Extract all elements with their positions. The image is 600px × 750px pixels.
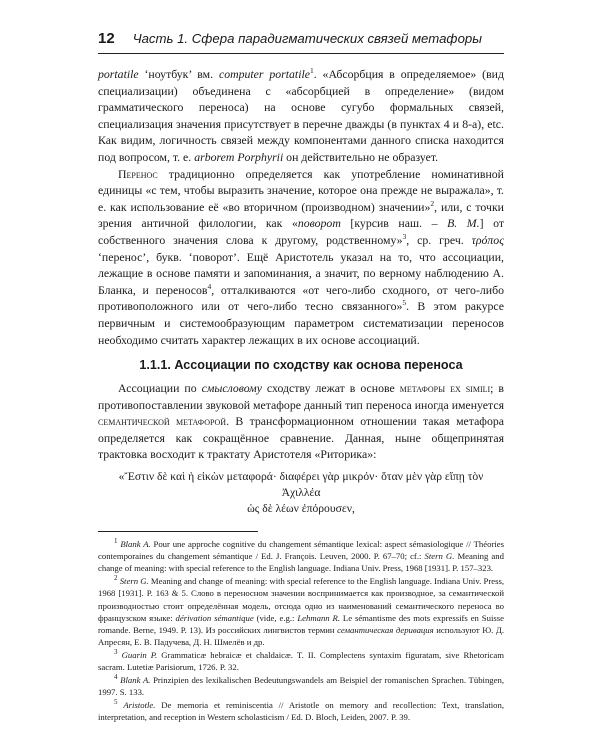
footnote-author: Blank A. (120, 539, 151, 550)
page-number: 12 (98, 30, 115, 47)
footnote-3 (98, 649, 504, 673)
term-computer-portatile: computer portatile (218, 67, 310, 81)
footnote-term: семантическая деривация (337, 624, 434, 635)
footnote-text: Pour une approche cognitive du changement sémantique lexical: aspect sémasiologique // Théories contemporaines du changement sémantique / Ed. J. François. Leuven, 2000. P. 67–70; cf.: (98, 539, 505, 562)
footnote-1 (98, 538, 504, 574)
term-smyslovomu: смысловому (201, 381, 262, 396)
running-title: Часть 1. Сфера парадигматических связей метафоры (132, 31, 482, 46)
text-span: , ср. греч. (406, 232, 472, 247)
footnote-text: Grammaticæ hebraicæ et chaldaicæ. T. II. Complectens syntaxim figuratam, sive Rhetoricam sacram. Lutetiæ Parisiorum, 1726. P. 32. (98, 649, 504, 672)
text-span: ; в противопоставлении звуковой метафоре данный тип переноса иногда именуется (98, 381, 504, 412)
footnote-number: 4 (114, 673, 118, 682)
footnote-ref-5[interactable]: 5 (402, 298, 407, 308)
footnote-number: 3 (114, 648, 118, 657)
text-span: сходству лежат в основе (261, 381, 400, 396)
term-povorot: поворот (297, 216, 341, 231)
footnote-ref-1[interactable]: 1 (310, 66, 314, 76)
footnote-2 (98, 575, 504, 648)
footnote-ref-4[interactable]: 4 (207, 281, 212, 291)
text-span: [курсив наш. – (340, 216, 448, 231)
text-span: ‘перенос’, букв. ‘поворот’. Ещё Аристотель указал на то, что ассоциации, лежащие в основе памяти и запоминания, а значит, по верному наблюдению А. Бланка, и переносов (98, 249, 504, 297)
footnote-text: De memoria et reminiscentia // Aristotle on memory and recollection: Text, translation, interpretation, and reception in Western scholasticism / Ed. D. Bloch, Leiden, 2007. P. 39. (98, 700, 505, 723)
footnote-text: Le sémantisme des mots expressifs en Suisse romande. Berne, 1949. P. 13). Из российских лингвистов термин (98, 612, 504, 635)
author-initials: В. М. (447, 216, 480, 231)
footnote-author: Blank A. (120, 675, 151, 686)
text-span: ‘ноутбук’ вм. (138, 67, 219, 81)
footnote-text: (vide, e.g.: (253, 612, 298, 623)
footnote-text: Meaning and change of meaning: with special reference to the English language. Indiana Univ. Press, 1968 [1931]. P. 163 & 5. Слово в переносном значении воспринимается как производное, за семантической производностью стоит определённая модель, отсюда одно из наименований семантического переноса во французском языке: (98, 576, 505, 623)
main-text (98, 66, 504, 517)
footnote-4 (98, 674, 504, 698)
text-span: , отталкиваются «от чего-либо сходного, от чего-либо противоположного или от чего-либо тесно связанного» (98, 282, 504, 314)
text-span: Ассоциации по (118, 381, 202, 396)
footnote-author: Lehmann R. (297, 612, 341, 623)
footnote-author: Aristotle. (123, 700, 156, 711)
paragraph-3 (98, 380, 504, 463)
text-span: традиционно определяется как употребление номинативной единицы «с тем, чтобы выразить значение, которое она прежде не выражала», т. е. как использование её «во вторичном (производном) значении» (98, 166, 504, 214)
term-tropos: τρόπος (471, 232, 504, 247)
footnote-number: 1 (114, 537, 118, 546)
footnote-term: dérivation sémantique (175, 612, 254, 623)
footnote-author: Stern G. (424, 551, 455, 562)
footnote-ref-2[interactable]: 2 (430, 198, 435, 208)
footnote-text: Meaning and change of meaning: with special reference to the English language. Indiana Univ. Press, 1968 [1931]. P. 157–323. (98, 551, 504, 574)
section-heading: 1.1.1. Ассоциации по сходству как основа переноса (139, 358, 463, 373)
footnote-ref-3[interactable]: 3 (402, 232, 407, 242)
footnotes (98, 538, 504, 723)
text-span: , или, с точки зрения античной филологии, как « (98, 199, 504, 231)
term-semantic-metaphor: семантической метафорой (98, 414, 227, 429)
greek-quote-line-1: «Ἔστιν δὲ καὶ ἡ εἰκὼν μεταφορά· διαφέρει γὰρ μικρόν· ὅταν μὲν γὰρ εἴπῃ τὸν Ἀχιλλέα (118, 470, 484, 500)
greek-quote (108, 469, 494, 517)
term-metaphor-ex-simili: метафоры ex simili (399, 381, 491, 396)
text-span: . В этом ракурсе первичным и системообразующим параметром систематизации переносов необходимо считать характер лежащих в их основе ассоциаций. (98, 299, 504, 347)
term-perenos: Перенос (118, 166, 158, 181)
paragraph-2 (98, 166, 504, 349)
term-arborem-porphyrii: arborem Porphyrii (194, 149, 284, 164)
footnote-text: Prinzipien des lexikalischen Bedeutungswandels am Beispiel der romanischen Sprachen. Tübingen, 1997. S. 133. (98, 675, 505, 698)
text-span: . В трансформационном отношении такая метафора определяется как сокращённое сравнение. Данная, ныне общепринятая трактовка восходит к трактату Аристотеля «Риторика»: (98, 414, 504, 462)
footnote-5 (98, 699, 504, 723)
term-portatile: portatile (98, 67, 139, 81)
footnote-text: используют Ю. Д. Апресян, Е. В. Падучева, Д. Н. Шмелёв и др. (98, 624, 504, 647)
page-header (98, 30, 504, 54)
footnote-number: 2 (114, 574, 118, 583)
footnote-number: 5 (114, 698, 118, 707)
text-span: он действительно не образует. (283, 149, 439, 164)
text-span: . «Абсорбция в определяемое» (вид специализации) объединена с «абсорбцией в определение» (видом грамматического переноса) на основе сугубо формальных связей, специализация значения присутствует в перечне дважды (в пунктах 4 и 8-а), etc. Как видим, логичность связей между компонентами данного списка находится под вопросом, т. е. (98, 67, 504, 164)
footnote-author: Guarin P. (121, 649, 158, 660)
text-span: ] от собственного значения слова к другому, родственному» (98, 216, 504, 247)
paragraph-1 (98, 66, 504, 166)
greek-quote-line-2: ὡς δὲ λέων ἐπόρουσεν, (247, 502, 355, 516)
footnote-author: Stern G. (119, 576, 149, 587)
footnote-divider (98, 531, 258, 532)
